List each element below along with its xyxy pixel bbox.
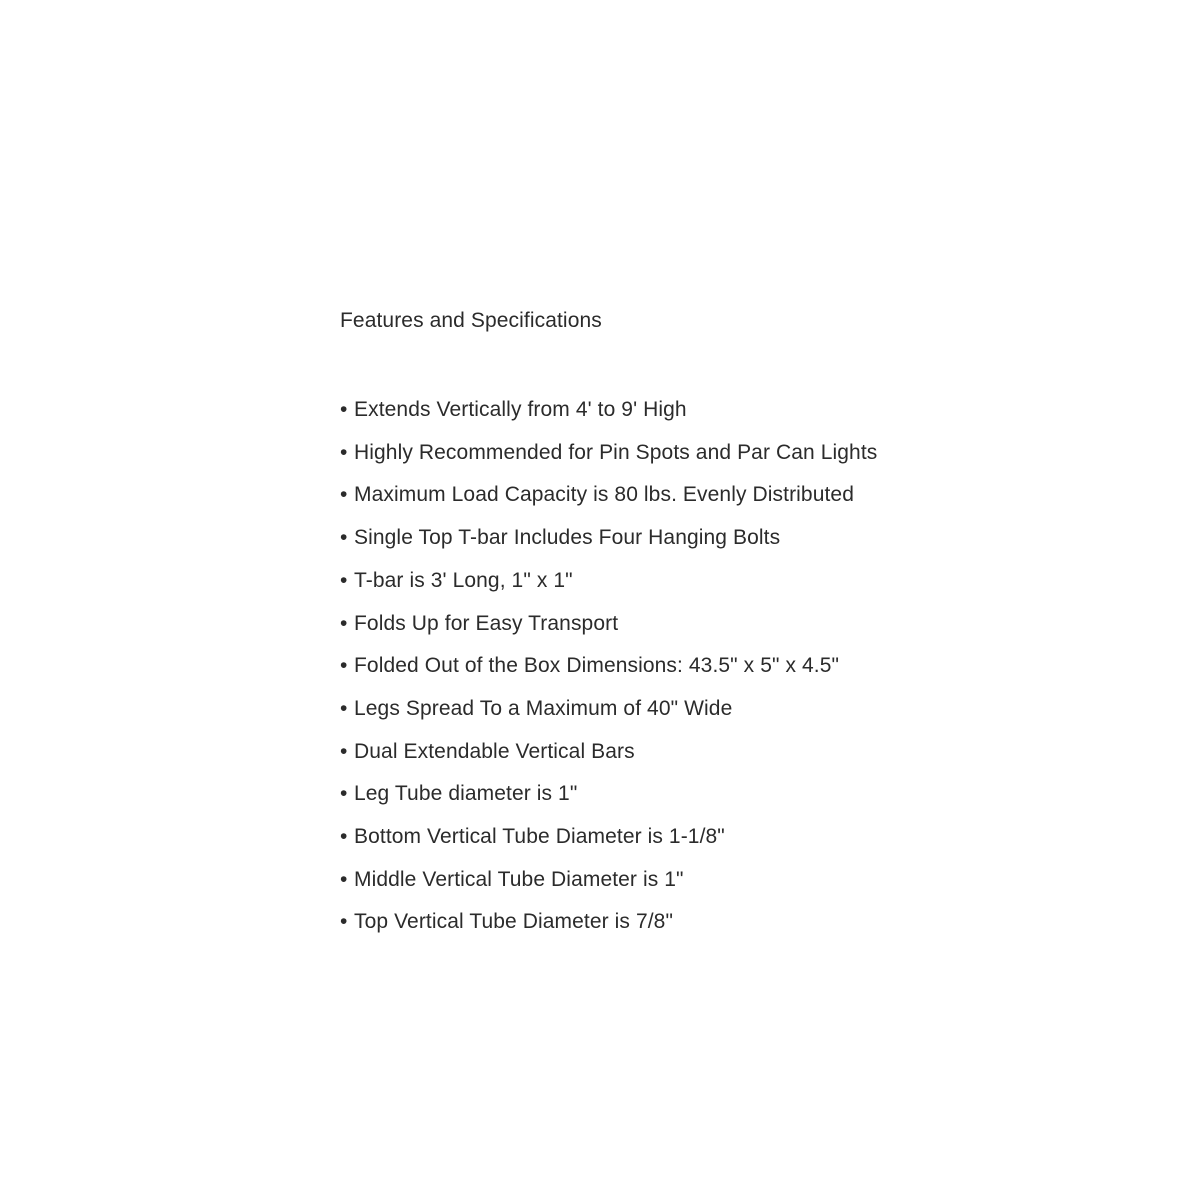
feature-item — [340, 432, 877, 475]
bullet-icon: • — [340, 398, 348, 421]
feature-item — [340, 389, 877, 432]
bullet-icon: • — [340, 526, 348, 550]
bullet-icon: • — [340, 696, 348, 720]
feature-text: T-bar is 3' Long, 1" x 1" — [354, 568, 573, 592]
bullet-icon: • — [340, 782, 348, 806]
feature-item — [340, 560, 877, 603]
feature-item — [340, 901, 877, 944]
bullet-icon: • — [340, 867, 348, 891]
feature-text: Folded Out of the Box Dimensions: 43.5" x 5" x 4.5" — [354, 654, 840, 678]
feature-text: Legs Spread To a Maximum of 40" Wide — [354, 696, 733, 720]
feature-item — [340, 474, 877, 517]
feature-text: Extends Vertically from 4' to 9' High — [354, 398, 687, 421]
feature-item — [340, 517, 877, 560]
spec-document — [340, 307, 1100, 934]
feature-text: Middle Vertical Tube Diameter is 1" — [354, 867, 684, 891]
doc-title: Features and Specifications — [340, 309, 602, 332]
feature-text: Single Top T-bar Includes Four Hanging Bolts — [354, 526, 781, 550]
feature-text: Dual Extendable Vertical Bars — [354, 739, 635, 763]
bullet-icon: • — [340, 568, 348, 592]
feature-text: Folds Up for Easy Transport — [354, 611, 619, 635]
bullet-icon: • — [340, 483, 348, 507]
feature-item — [340, 859, 877, 902]
feature-text: Highly Recommended for Pin Spots and Par Can Lights — [354, 440, 878, 464]
bullet-icon: • — [340, 654, 348, 678]
bullet-icon: • — [340, 739, 348, 763]
feature-item — [340, 816, 877, 859]
bullet-icon: • — [340, 910, 348, 934]
feature-text: Top Vertical Tube Diameter is 7/8" — [354, 910, 674, 934]
bullet-icon: • — [340, 825, 348, 849]
bullet-icon: • — [340, 611, 348, 635]
feature-item — [340, 603, 877, 646]
bullet-icon: • — [340, 440, 348, 464]
feature-text: Leg Tube diameter is 1" — [354, 782, 578, 806]
feature-item — [340, 731, 877, 774]
feature-item — [340, 645, 877, 688]
feature-text: Maximum Load Capacity is 80 lbs. Evenly Distributed — [354, 483, 854, 507]
feature-item — [340, 773, 877, 816]
feature-text: Bottom Vertical Tube Diameter is 1-1/8" — [354, 825, 725, 849]
feature-list — [340, 389, 877, 944]
feature-item — [340, 688, 877, 731]
